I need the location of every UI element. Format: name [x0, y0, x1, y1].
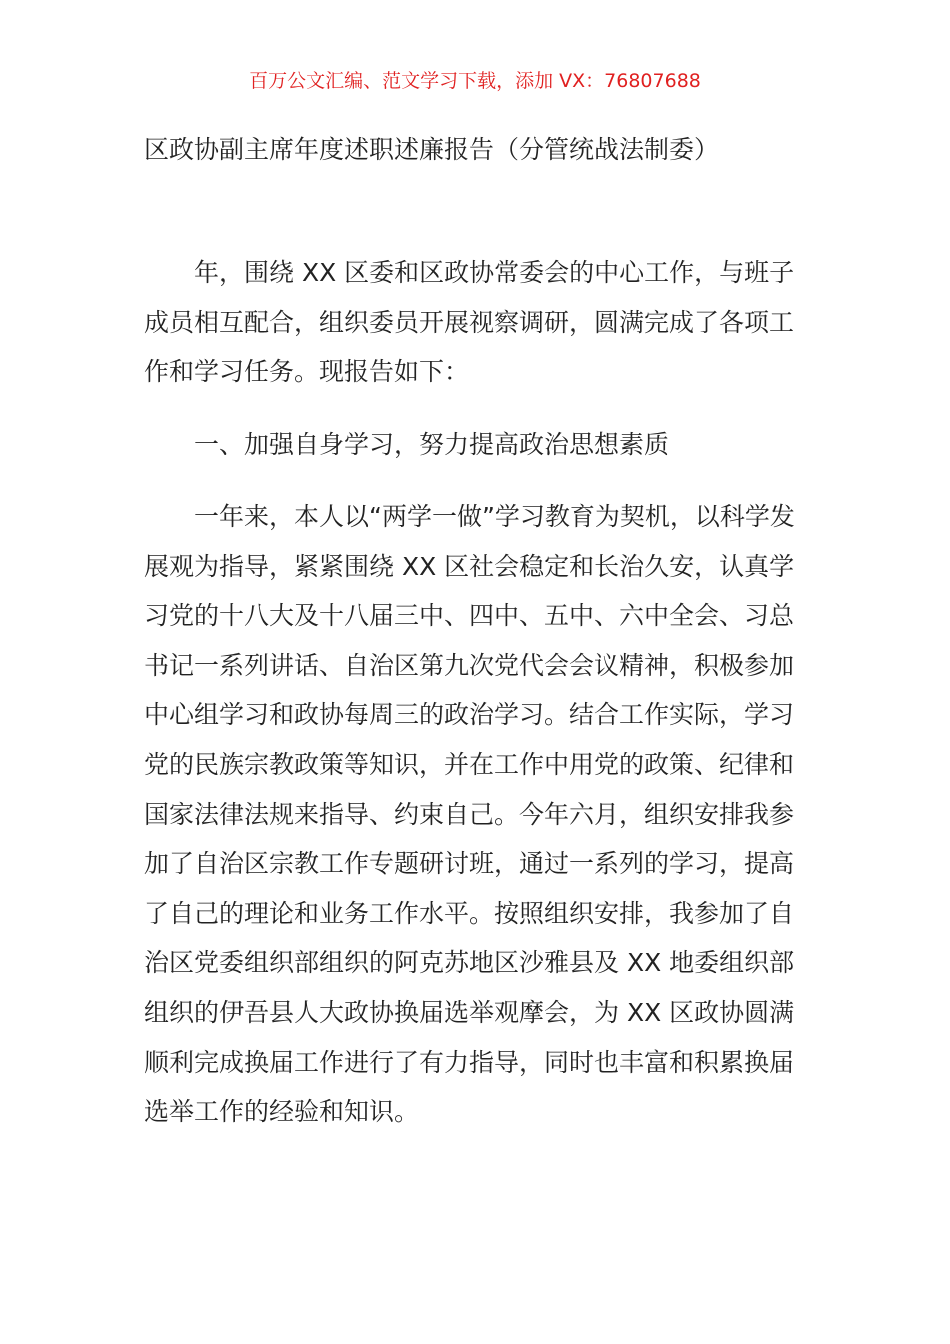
intro-paragraph: 年，围绕 XX 区委和区政协常委会的中心工作，与班子成员相互配合，组织委员开展视察调研，圆满完成了各项工作和学习任务。现报告如下： [144, 258, 795, 387]
document-title: 区政协副主席年度述职述廉报告（分管统战法制委） [144, 135, 720, 164]
section-heading: 一、加强自身学习，努力提高政治思想素质 [194, 430, 670, 459]
header-banner: 百万公文汇编、范文学习下载，添加 VX：76807688 [249, 70, 701, 92]
section-body-paragraph: 一年来，本人以“两学一做”学习教育为契机，以科学发展观为指导，紧紧围绕 XX 区社会稳定和长治久安，认真学习党的十八大及十八届三中、四中、五中、六中全会、习总书记一系列讲话、自治区第九次党代会会议精神，积极参加中心组学习和政协每周三的政治学习。结合工作实际，学习党的民族宗教政策等知识，并在工作中用党的政策、纪律和国家法律法规来指导、约束自己。今年六月，组织安排我参加了自治区宗教工作专题研讨班，通过一系列的学习，提高了自己的理论和业务工作水平。按照组织安排，我参加了自治区党委组织部组织的阿克苏地区沙雅县及 XX 地委组织部组织的伊吾县人大政协换届选举观摩会，为 XX 区政协圆满顺利完成换届工作进行了有力指导，同时也丰富和积累换届选举工作的经验和知识。 [144, 502, 795, 1127]
